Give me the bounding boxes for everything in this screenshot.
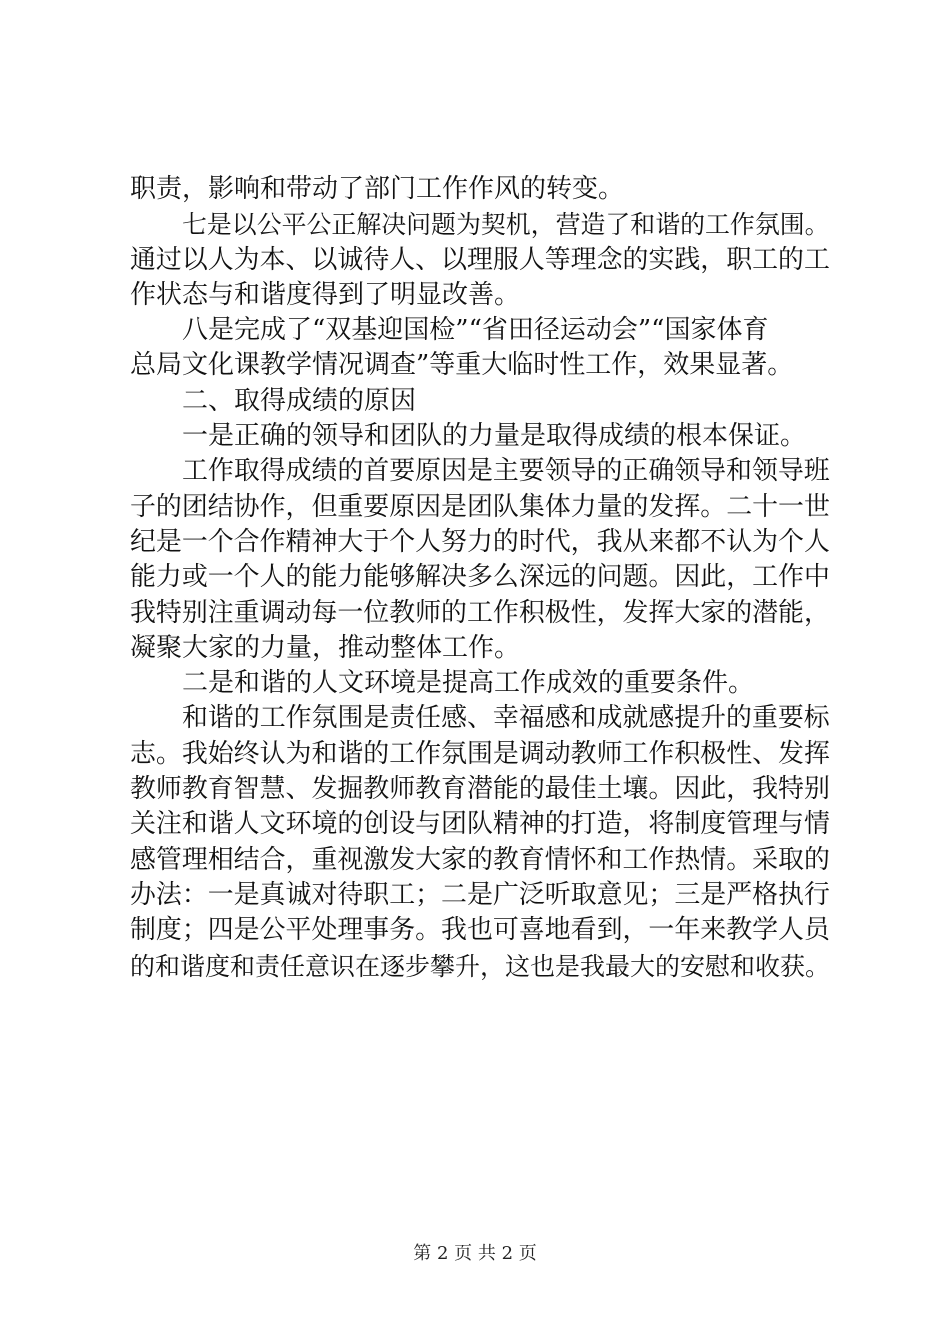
text-line: 一是正确的领导和团队的力量是取得成绩的根本保证。 [182,421,807,452]
text-line: 工作取得成绩的首要原因是主要领导的正确领导和领导班 [182,456,830,487]
text-line: 二是和谐的人文环境是提高工作成效的重要条件。 [182,668,755,699]
text-line: 的和谐度和责任意识在逐步攀升，这也是我最大的安慰和收获。 [130,951,831,981]
text-line: 七是以公平公正解决问题为契机，营造了和谐的工作氛围。 [182,210,830,240]
text-line: 教师教育智慧、发掘教师教育潜能的最佳土壤。因此，我特别 [130,774,830,805]
document-body [130,172,830,984]
page-number-footer: 第 2 页 共 2 页 [413,1243,537,1264]
text-line: 纪是一个合作精神大于个人努力的时代，我从来都不认为个人 [130,526,830,557]
text-line: 二、取得成绩的原因 [182,385,417,416]
text-line: 作状态与和谐度得到了明显改善。 [130,279,521,310]
text-line: 制度；四是公平处理事务。我也可喜地看到，一年来教学人员 [130,915,830,946]
text-line: 总局文化课教学情况调查”等重大临时性工作，效果显著。 [130,350,794,381]
text-line: 我特别注重调动每一位教师的工作积极性，发挥大家的潜能， [130,597,830,628]
text-line: 通过以人为本、以诚待人、以理服人等理念的实践，职工的工 [130,244,830,275]
text-line: 职责，影响和带动了部门工作作风的转变。 [130,174,625,204]
text-line: 和谐的工作氛围是责任感、幸福感和成就感提升的重要标 [182,703,830,734]
text-line: 八是完成了“双基迎国检”“省田径运动会”“国家体育 [182,315,769,346]
text-line: 志。我始终认为和谐的工作氛围是调动教师工作积极性、发挥 [130,738,830,769]
text-line: 凝聚大家的力量，推动整体工作。 [130,632,521,663]
text-line: 能力或一个人的能力能够解决多么深远的问题。因此，工作中 [130,562,830,593]
text-line: 办法：一是真诚对待职工；二是广泛听取意见；三是严格执行 [130,879,830,910]
text-line: 感管理相结合，重视激发大家的教育情怀和工作热情。采取的 [130,844,830,875]
text-line: 关注和谐人文环境的创设与团队精神的打造，将制度管理与情 [130,809,830,840]
text-line: 子的团结协作，但重要原因是团队集体力量的发挥。二十一世 [130,491,830,522]
